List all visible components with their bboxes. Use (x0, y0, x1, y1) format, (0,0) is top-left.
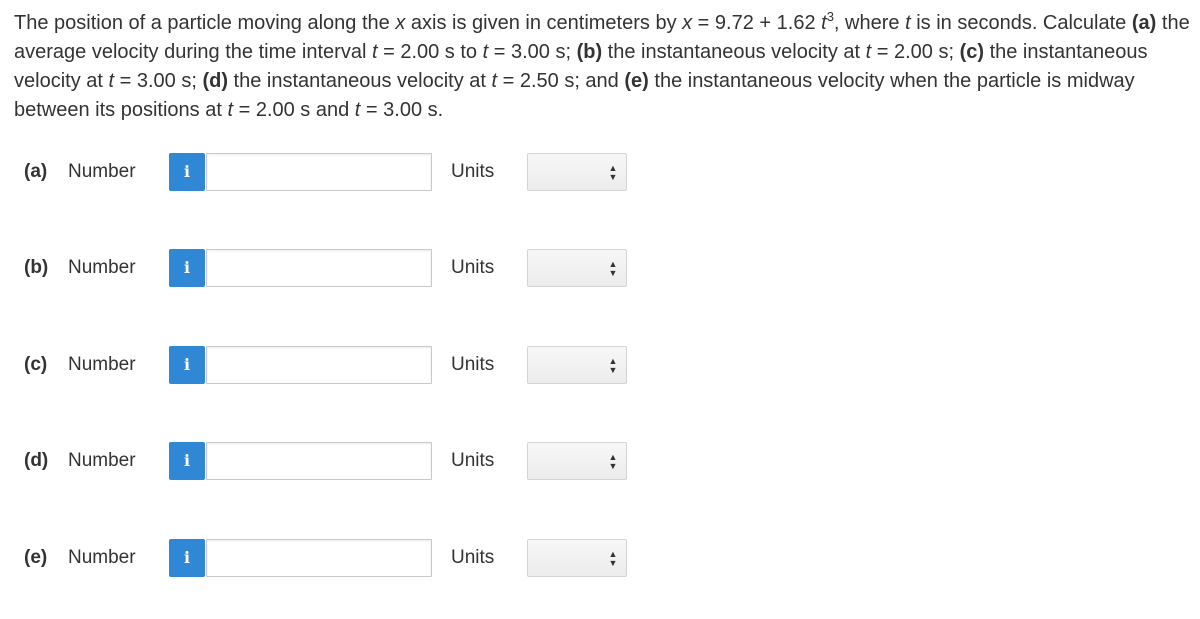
question-segment: t (227, 99, 234, 121)
question-segment: (d) (202, 70, 228, 92)
units-label: Units (451, 547, 495, 568)
question-segment: the instantaneous velocity at (14, 41, 1148, 92)
part-label: (a) (24, 161, 48, 182)
question-segment: axis is given in centimeters by (405, 12, 683, 34)
number-label: Number (68, 354, 136, 375)
question-segment: t (821, 12, 827, 34)
question-segment: = 2.00 s; (871, 41, 960, 63)
question-segment: = 2.50 s; and (497, 70, 625, 92)
units-select-d[interactable] (527, 442, 627, 480)
info-icon[interactable]: i (169, 346, 205, 384)
question-segment: 3 (826, 9, 834, 24)
up-down-arrows-icon: ▲ ▼ (608, 356, 618, 375)
answer-row-c (0, 342, 700, 390)
info-icon[interactable]: i (169, 442, 205, 480)
question-segment: x (395, 12, 406, 34)
units-select-c[interactable] (527, 346, 627, 384)
question-segment: is in seconds. Calculate (910, 12, 1132, 34)
units-label: Units (451, 257, 495, 278)
question-segment: = 2.00 s to (377, 41, 483, 63)
question-segment: , where (833, 12, 906, 34)
question-segment: (a) (1131, 12, 1157, 34)
answer-row-b (0, 245, 700, 293)
question-segment: = 3.00 s; (114, 70, 203, 92)
units-label: Units (451, 161, 495, 182)
units-select-e[interactable] (527, 539, 627, 577)
question-segment: (c) (959, 41, 985, 63)
question-segment: x (682, 12, 693, 34)
question-segment: t (108, 70, 115, 92)
info-icon[interactable]: i (169, 249, 205, 287)
question-segment: t (371, 41, 378, 63)
number-label: Number (68, 161, 136, 182)
number-input-d[interactable] (206, 442, 432, 480)
up-down-arrows-icon: ▲ ▼ (608, 452, 618, 471)
units-select-a[interactable] (527, 153, 627, 191)
answer-row-a (0, 149, 700, 197)
question-segment: the instantaneous velocity at (227, 70, 492, 92)
question-segment: the instantaneous velocity when the particle is midway between its positions at (14, 70, 1135, 121)
question-segment: the average velocity during the time interval (14, 12, 1190, 63)
question-segment: = 9.72 + 1.62 (692, 12, 822, 34)
up-down-arrows-icon: ▲ ▼ (608, 259, 618, 278)
info-icon[interactable]: i (169, 539, 205, 577)
number-label: Number (68, 257, 136, 278)
question-segment: (e) (624, 70, 649, 92)
part-label: (c) (24, 354, 48, 375)
info-icon[interactable]: i (169, 153, 205, 191)
question-text (14, 9, 1190, 125)
answer-row-d (0, 438, 700, 486)
question-segment: = 3.00 s; (488, 41, 577, 63)
question-segment: The position of a particle moving along the (14, 12, 396, 34)
part-label: (e) (24, 547, 48, 568)
number-input-b[interactable] (206, 249, 432, 287)
units-select-b[interactable] (527, 249, 627, 287)
up-down-arrows-icon: ▲ ▼ (608, 163, 618, 182)
question-segment: the instantaneous velocity at (602, 41, 866, 63)
question-segment: = 2.00 s and (233, 99, 355, 121)
units-label: Units (451, 354, 495, 375)
question-segment: (b) (576, 41, 603, 63)
answer-row-e (0, 535, 700, 583)
question-segment: t (354, 99, 361, 121)
units-label: Units (451, 450, 495, 471)
question-segment: = 3.00 s. (360, 99, 444, 121)
number-label: Number (68, 450, 136, 471)
question-segment: t (865, 41, 872, 63)
part-label: (b) (24, 257, 49, 278)
question-segment: t (905, 12, 911, 34)
number-input-a[interactable] (206, 153, 432, 191)
up-down-arrows-icon: ▲ ▼ (608, 549, 618, 568)
number-input-c[interactable] (206, 346, 432, 384)
part-label: (d) (24, 450, 49, 471)
question-segment: t (482, 41, 489, 63)
number-input-e[interactable] (206, 539, 432, 577)
question-segment: t (491, 70, 498, 92)
number-label: Number (68, 547, 136, 568)
